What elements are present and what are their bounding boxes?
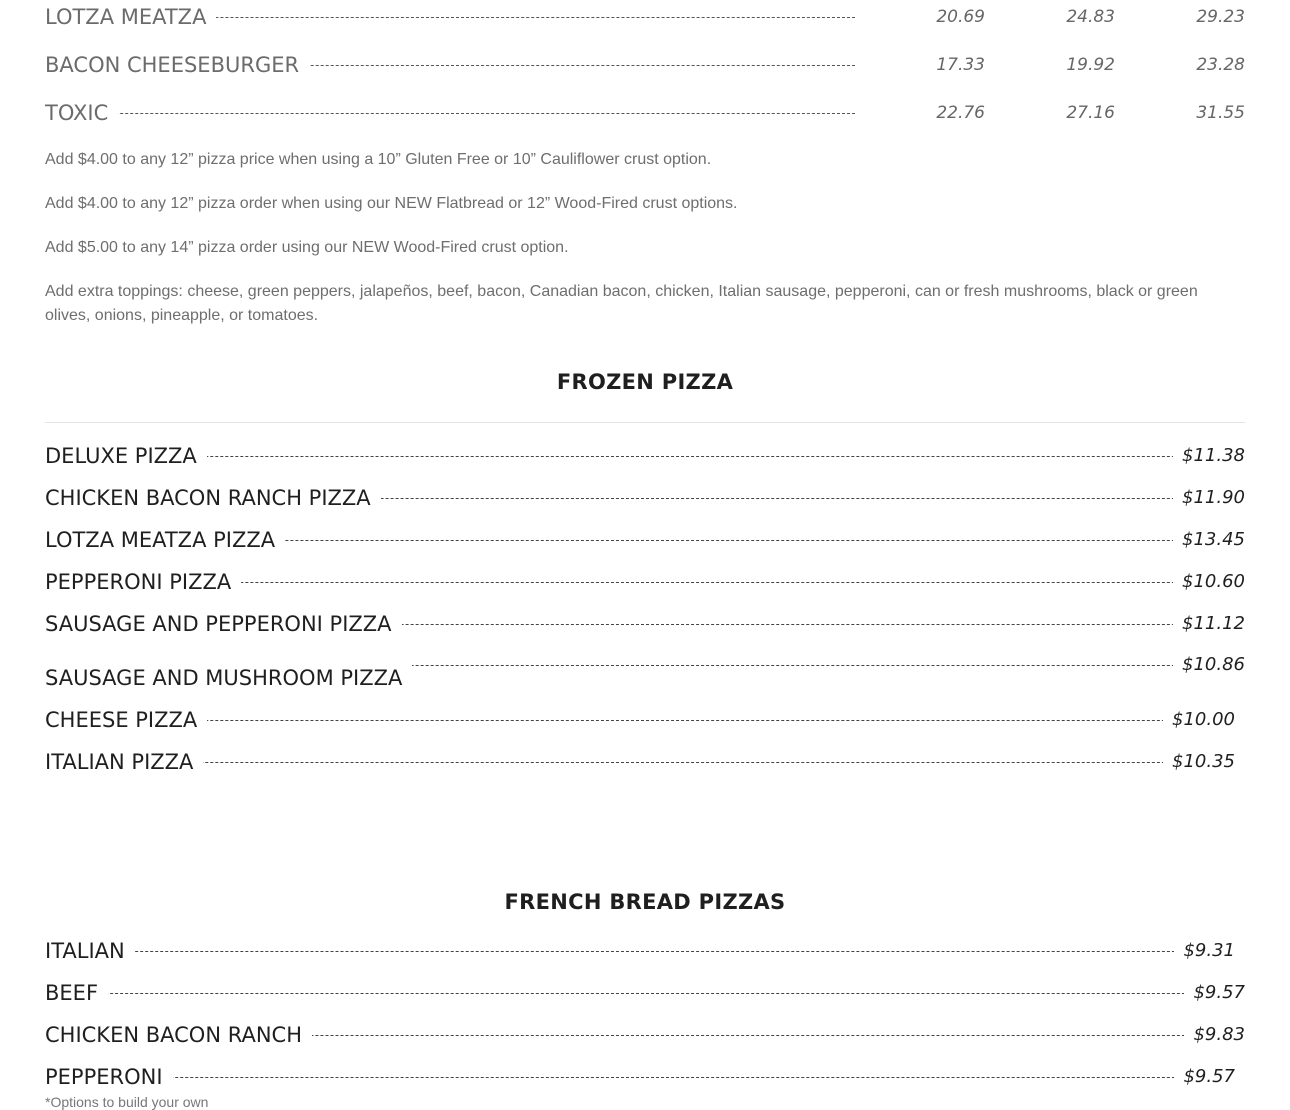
- price-small: 20.69: [936, 7, 985, 27]
- dotted-leader: [45, 720, 1235, 721]
- price-medium: 19.92: [1066, 55, 1115, 75]
- dotted-leader: [45, 1077, 1235, 1078]
- price-small: 17.33: [936, 55, 985, 75]
- note-flatbread: Add $4.00 to any 12” pizza order when using our NEW Flatbread or 12” Wood-Fired crust options.: [45, 195, 738, 212]
- item-price: $9.57: [1174, 1062, 1235, 1092]
- price-small: 22.76: [936, 103, 985, 123]
- item-name: ITALIAN: [45, 936, 135, 966]
- item-name: BACON CHEESEBURGER: [45, 50, 309, 80]
- price-large: 29.23: [1196, 7, 1245, 27]
- item-price: $10.00: [1163, 705, 1235, 735]
- item-name: SAUSAGE AND PEPPERONI PIZZA: [45, 609, 402, 639]
- item-price: $9.31: [1174, 936, 1235, 966]
- dotted-leader: [45, 456, 1245, 457]
- dotted-leader: [45, 993, 1245, 994]
- price-medium: 27.16: [1066, 103, 1115, 123]
- specialty-item-toxic: [45, 98, 1245, 128]
- note-extra-toppings: Add extra toppings: cheese, green peppers, jalapeños, beef, bacon, Canadian bacon, chicken, Italian sausage, pepperoni, can or fresh mushrooms, black or green olives, onions, pineapple, or tomatoes.: [45, 283, 1198, 324]
- item-name: SAUSAGE AND MUSHROOM PIZZA: [45, 663, 412, 693]
- item-name: CHEESE PIZZA: [45, 705, 207, 735]
- note-wood-fired: Add $5.00 to any 14” pizza order using our NEW Wood-Fired crust option.: [45, 239, 569, 256]
- item-name: PEPPERONI PIZZA: [45, 567, 241, 597]
- item-price: $10.86: [1173, 650, 1245, 680]
- dotted-leader: [45, 113, 855, 114]
- item-price: $11.12: [1173, 609, 1245, 639]
- section-divider: [45, 422, 1245, 423]
- dotted-leader: [45, 762, 1235, 763]
- menu-item-sausage-mushroom-pizza: [45, 654, 1245, 695]
- item-price: $11.38: [1173, 441, 1245, 471]
- menu-item-pepperoni-pizza: [45, 567, 1245, 597]
- section-title-french-bread-pizzas: FRENCH BREAD PIZZAS: [504, 890, 786, 914]
- menu-item-lotza-meatza-pizza: [45, 525, 1245, 555]
- item-name: CHICKEN BACON RANCH PIZZA: [45, 483, 381, 513]
- build-your-own-footnote: *Options to build your own: [45, 1094, 209, 1110]
- item-name: ITALIAN PIZZA: [45, 747, 203, 777]
- item-name: PEPPERONI: [45, 1062, 173, 1092]
- menu-item-chicken-bacon-ranch-pizza: [45, 483, 1245, 513]
- dotted-leader: [45, 951, 1235, 952]
- price-medium: 24.83: [1066, 7, 1115, 27]
- section-title-frozen-pizza: FROZEN PIZZA: [556, 370, 734, 394]
- item-price: $10.35: [1163, 747, 1235, 777]
- item-price: $9.57: [1184, 978, 1245, 1008]
- menu-item-italian-pizza: [45, 747, 1235, 777]
- item-price: $11.90: [1173, 483, 1245, 513]
- specialty-item-lotza-meatza: [45, 2, 1245, 32]
- item-name: BEEF: [45, 978, 108, 1008]
- menu-item-deluxe-pizza: [45, 441, 1245, 471]
- price-large: 23.28: [1196, 55, 1245, 75]
- note-gluten-free: Add $4.00 to any 12” pizza price when using a 10” Gluten Free or 10” Cauliflower crust option.: [45, 151, 712, 168]
- menu-item-italian: [45, 936, 1235, 966]
- menu-item-cheese-pizza: [45, 705, 1235, 735]
- menu-item-beef: [45, 978, 1245, 1008]
- price-large: 31.55: [1196, 103, 1245, 123]
- item-name: TOXIC: [45, 98, 118, 128]
- item-name: DELUXE PIZZA: [45, 441, 207, 471]
- menu-item-pepperoni: [45, 1062, 1235, 1092]
- menu-item-sausage-pepperoni-pizza: [45, 609, 1245, 639]
- item-name: LOTZA MEATZA: [45, 2, 216, 32]
- item-price: $10.60: [1173, 567, 1245, 597]
- item-price: $9.83: [1184, 1020, 1245, 1050]
- specialty-item-bacon-cheeseburger: [45, 50, 1245, 80]
- item-name: LOTZA MEATZA PIZZA: [45, 525, 285, 555]
- item-name: CHICKEN BACON RANCH: [45, 1020, 312, 1050]
- menu-item-chicken-bacon-ranch: [45, 1020, 1245, 1050]
- item-price: $13.45: [1173, 525, 1245, 555]
